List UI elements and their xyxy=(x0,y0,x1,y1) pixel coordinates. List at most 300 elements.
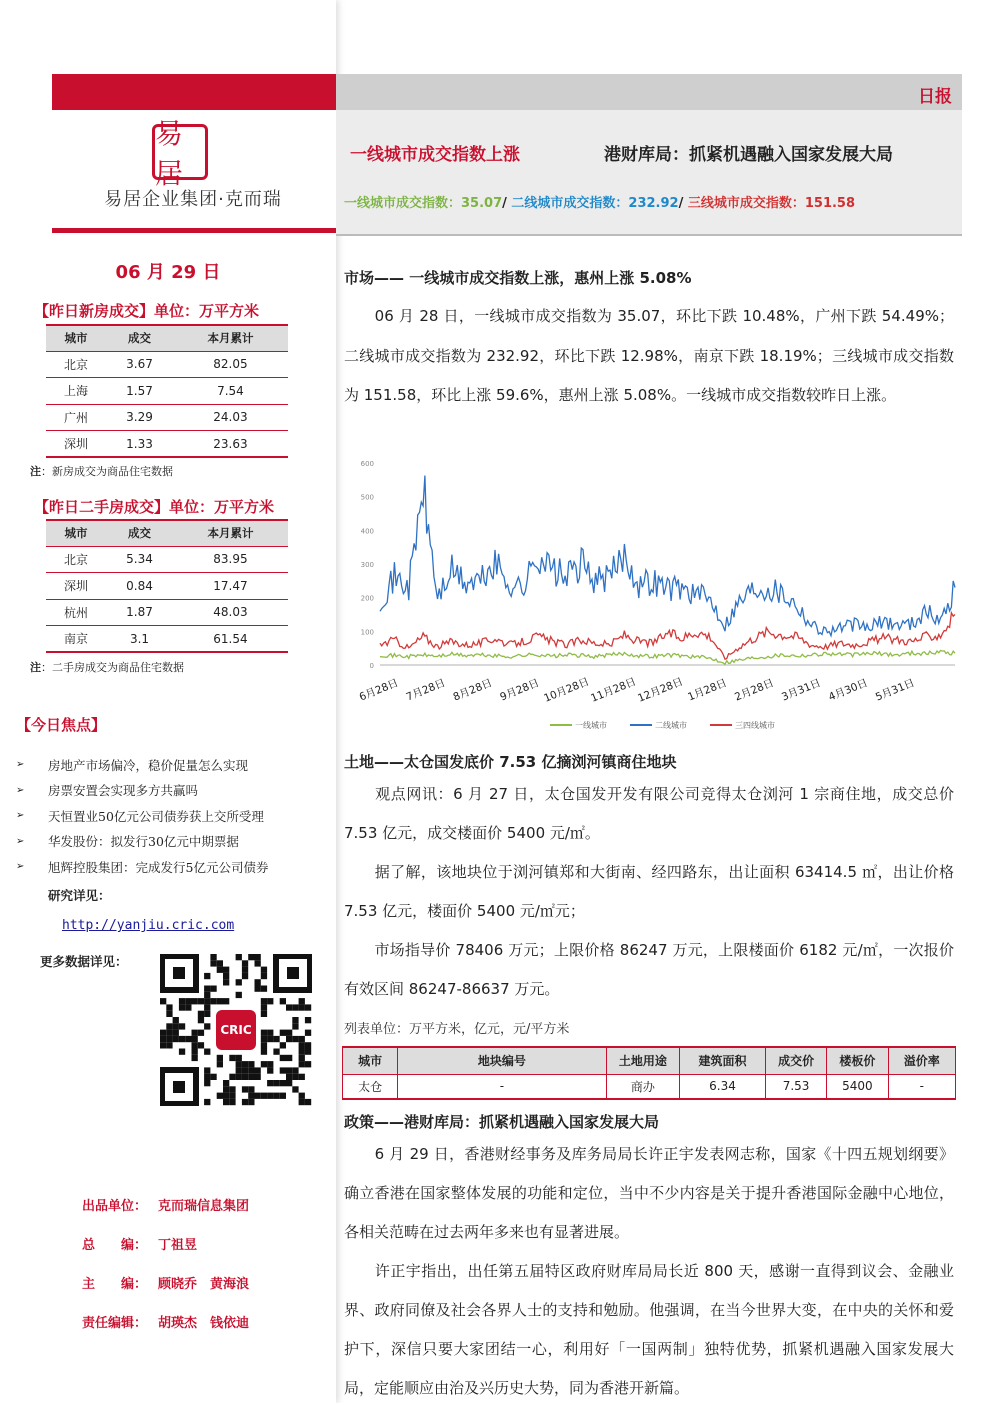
cell-total: 7.54 xyxy=(173,378,288,405)
qr-module xyxy=(280,1067,286,1073)
qr-module xyxy=(179,1023,185,1029)
red-header-band xyxy=(52,74,336,110)
credit-editor xyxy=(82,1273,249,1292)
focus-item-text: 房地产市场偏冷，稳价促量怎么实现 xyxy=(48,757,249,773)
qr-module xyxy=(273,1049,279,1055)
table-row xyxy=(46,404,288,431)
qr-module xyxy=(198,1017,204,1023)
cell-total: 48.03 xyxy=(173,599,288,626)
y-tick-label: 100 xyxy=(360,628,374,637)
cell-city: 南京 xyxy=(46,626,106,653)
qr-module xyxy=(229,1074,235,1080)
qr-module xyxy=(229,1055,235,1061)
col-header: 建筑面积 xyxy=(680,1047,766,1074)
qr-module xyxy=(185,998,191,1004)
note-label: 注 xyxy=(30,465,41,478)
qr-module xyxy=(255,1074,261,1080)
qr-module xyxy=(204,1080,210,1086)
qr-module xyxy=(299,1061,305,1067)
qr-module xyxy=(223,967,229,973)
qr-module xyxy=(242,967,248,973)
qr-module xyxy=(229,1086,235,1092)
cell-city: 北京 xyxy=(46,351,106,378)
cell-total: 61.54 xyxy=(173,626,288,653)
qr-module xyxy=(292,1086,298,1092)
qr-module xyxy=(204,1099,210,1105)
qr-module xyxy=(236,1074,242,1080)
qr-module xyxy=(217,960,223,966)
table-header-row xyxy=(343,1047,956,1074)
focus-item-text: 华发股份：拟发行30亿元中期票据 xyxy=(48,834,239,850)
qr-module xyxy=(192,1049,198,1055)
qr-module xyxy=(223,1080,229,1086)
right-header-band xyxy=(336,74,962,110)
cell-value: 1.87 xyxy=(106,599,173,626)
qr-module xyxy=(210,954,216,960)
qr-module xyxy=(299,1004,305,1010)
qr-module xyxy=(166,1042,172,1048)
legend-label: 一线城市 xyxy=(575,721,607,730)
qr-module xyxy=(204,1049,210,1055)
qr-module xyxy=(261,1036,267,1042)
focus-title: 【今日焦点】 xyxy=(16,716,107,734)
qr-module xyxy=(261,986,267,992)
qr-module xyxy=(286,1004,292,1010)
qr-module xyxy=(261,1004,267,1010)
qr-module xyxy=(261,967,267,973)
qr-module xyxy=(204,986,210,992)
cell-value: 0.84 xyxy=(106,573,173,600)
qr-module xyxy=(299,998,305,1004)
qr-module xyxy=(248,1067,254,1073)
credit-label: 出品单位： xyxy=(82,1199,148,1214)
x-tick-label: 10月28日 xyxy=(542,675,591,705)
qr-module xyxy=(292,1036,298,1042)
qr-module xyxy=(173,1036,179,1042)
focus-item[interactable] xyxy=(16,778,326,804)
qr-module xyxy=(242,1086,248,1092)
x-tick-label: 8月28日 xyxy=(451,676,495,704)
qr-module xyxy=(204,992,210,998)
second-hand-note xyxy=(30,659,184,675)
table-row xyxy=(46,546,288,573)
policy-paragraph-1: 6 月 29 日，香港财经事务及库务局局长许正宇发表网志称，国家《十四五规划纲要》确立香港在国家整体发展的功能和定位，当中不少内容是关于提升香港国际金融中心地位，各相关范畴在过去两年多来也有显著进展。 xyxy=(344,1145,954,1241)
qr-module xyxy=(261,998,267,1004)
qr-module xyxy=(229,1093,235,1099)
qr-module xyxy=(173,1030,179,1036)
second-hand-table xyxy=(46,519,288,653)
qr-module xyxy=(280,1055,286,1061)
cell-city: 广州 xyxy=(46,404,106,431)
qr-module xyxy=(192,1036,198,1042)
qr-module xyxy=(280,1080,286,1086)
qr-module xyxy=(217,967,223,973)
focus-item[interactable] xyxy=(16,854,326,880)
cell: 6.34 xyxy=(680,1074,766,1099)
cell: 太仓 xyxy=(343,1074,398,1099)
qr-module xyxy=(179,1049,185,1055)
col-header: 地块编号 xyxy=(398,1047,606,1074)
table-row xyxy=(46,378,288,405)
qr-module xyxy=(185,1004,191,1010)
qr-module xyxy=(166,1030,172,1036)
market-heading: 市场—— 一线城市成交指数上涨，惠州上涨 5.08% xyxy=(344,269,692,287)
col-header: 成交价 xyxy=(765,1047,826,1074)
qr-module xyxy=(261,1042,267,1048)
qr-module xyxy=(267,1080,273,1086)
y-tick-label: 0 xyxy=(369,662,374,670)
qr-module xyxy=(192,1055,198,1061)
qr-module xyxy=(299,1074,305,1080)
new-house-note xyxy=(30,463,173,479)
col-header: 城市 xyxy=(46,325,106,351)
report-type-label: 日报 xyxy=(918,87,952,107)
qr-module xyxy=(267,1067,273,1073)
qr-module xyxy=(210,998,216,1004)
separator: / xyxy=(502,196,512,211)
qr-module xyxy=(223,1093,229,1099)
qr-module xyxy=(299,1055,305,1061)
qr-module xyxy=(223,1099,229,1105)
research-label: 研究详见： xyxy=(48,888,111,903)
x-tick-label: 4月30日 xyxy=(826,676,870,704)
x-tick-label: 6月28日 xyxy=(357,676,401,704)
x-tick-label: 2月28日 xyxy=(733,676,776,704)
qr-module xyxy=(280,1093,286,1099)
qr-module xyxy=(286,1030,292,1036)
cell-value: 3.29 xyxy=(106,404,173,431)
qr-module xyxy=(261,1093,267,1099)
qr-module xyxy=(229,1099,235,1105)
table-row xyxy=(46,351,288,378)
table-row xyxy=(46,431,288,458)
qr-module xyxy=(248,1074,254,1080)
left-sidebar xyxy=(0,0,336,1403)
qr-module xyxy=(166,1004,172,1010)
legend-label: 三四线城市 xyxy=(735,721,775,730)
arrow-right-icon: ➢ xyxy=(16,861,25,873)
qr-module xyxy=(166,1036,172,1042)
qr-module xyxy=(223,1086,229,1092)
qr-module xyxy=(236,1067,242,1073)
arrow-right-icon: ➢ xyxy=(16,784,25,796)
new-house-title: 【昨日新房成交】单位：万平方米 xyxy=(34,302,260,320)
svg-text:CRIC: CRIC xyxy=(220,1023,252,1037)
qr-module xyxy=(261,1049,267,1055)
x-tick-label: 9月28日 xyxy=(498,676,541,704)
qr-module xyxy=(248,1086,254,1092)
qr-module xyxy=(210,986,216,992)
list-unit-note: 列表单位：万平方米，亿元，元/平方米 xyxy=(344,1022,570,1037)
land-heading: 土地——太仓国发底价 7.53 亿摘浏河镇商住地块 xyxy=(344,753,677,771)
note-text: ：二手房成交为商品住宅数据 xyxy=(41,661,184,674)
qr-module xyxy=(305,1049,311,1055)
market-paragraph: 06 月 28 日，一线城市成交指数为 35.07，环比下跌 10.48%，广州下跌 54.49%；二线城市成交指数为 232.92，环比下跌 12.98%，南京下跌 18.19%；三线城市成交指数为 151.58，环比上涨 59.6%，惠州上涨 5.08%。一线城市成交指数较昨日上涨。 xyxy=(344,307,954,404)
credit-responsible-editor xyxy=(82,1312,249,1331)
land-paragraph-3: 市场指导价 78406 万元；上限价格 86247 万元，上限楼面价 6182 元/㎡，一次报价有效区间 86247-86637 万元。 xyxy=(344,941,954,998)
separator: / xyxy=(678,196,688,211)
qr-module xyxy=(248,1093,254,1099)
y-tick-label: 300 xyxy=(360,561,374,569)
qr-module xyxy=(305,1042,311,1048)
qr-module xyxy=(223,979,229,985)
cell: - xyxy=(398,1074,606,1099)
qr-module xyxy=(242,973,248,979)
header-divider xyxy=(336,234,962,236)
qr-module xyxy=(261,1061,267,1067)
table-header-row xyxy=(46,520,288,546)
arrow-right-icon: ➢ xyxy=(16,810,25,822)
x-tick-label: 7月28日 xyxy=(404,676,448,704)
col-header: 土地用途 xyxy=(606,1047,680,1074)
col-header: 成交 xyxy=(106,325,173,351)
qr-module xyxy=(305,1017,311,1023)
qr-module xyxy=(280,1042,286,1048)
qr-module xyxy=(292,1004,298,1010)
qr-module xyxy=(236,954,242,960)
cell-city: 北京 xyxy=(46,546,106,573)
qr-module xyxy=(210,1074,216,1080)
table-row xyxy=(46,626,288,653)
qr-module xyxy=(255,979,261,985)
qr-module xyxy=(299,1093,305,1099)
y-tick-label: 200 xyxy=(360,594,374,603)
arrow-right-icon: ➢ xyxy=(16,759,25,771)
new-house-table xyxy=(46,324,288,458)
qr-module xyxy=(160,998,166,1004)
qr-module xyxy=(185,1036,191,1042)
legend-label: 二线城市 xyxy=(655,721,687,730)
research-link[interactable]: http://yanjiu.cric.com xyxy=(62,918,235,933)
qr-module xyxy=(179,998,185,1004)
qr-module xyxy=(267,1030,273,1036)
focus-list xyxy=(16,752,326,880)
col-header: 城市 xyxy=(46,520,106,546)
note-label: 注 xyxy=(30,661,41,674)
logo-divider xyxy=(52,228,336,233)
focus-item[interactable] xyxy=(16,803,326,829)
qr-module xyxy=(198,998,204,1004)
cell-value: 1.57 xyxy=(106,378,173,405)
qr-module xyxy=(255,960,261,966)
qr-module xyxy=(242,1099,248,1105)
qr-module xyxy=(305,1030,311,1036)
qr-module xyxy=(273,1093,279,1099)
col-header: 本月累计 xyxy=(173,325,288,351)
qr-module xyxy=(173,1017,179,1023)
cell: 商办 xyxy=(606,1074,680,1099)
note-text: ：新房成交为商品住宅数据 xyxy=(41,465,173,478)
cell: 7.53 xyxy=(765,1074,826,1099)
qr-module xyxy=(204,1004,210,1010)
credit-value: 克而瑞信息集团 xyxy=(158,1199,250,1214)
table-header-row xyxy=(46,325,288,351)
credit-publisher xyxy=(82,1195,249,1214)
qr-module xyxy=(299,1049,305,1055)
qr-code-icon[interactable] xyxy=(160,954,312,1106)
qr-module xyxy=(173,1023,179,1029)
qr-module xyxy=(305,1061,311,1067)
index-summary xyxy=(344,192,855,211)
cell-value: 3.1 xyxy=(106,626,173,653)
qr-module xyxy=(261,973,267,979)
cell-total: 17.47 xyxy=(173,573,288,600)
series-line xyxy=(380,613,955,659)
col-header: 楼板价 xyxy=(827,1047,888,1074)
qr-module xyxy=(292,1023,298,1029)
qr-module xyxy=(166,1023,172,1029)
qr-module xyxy=(204,1074,210,1080)
focus-item[interactable] xyxy=(16,752,326,778)
focus-item-text: 天恒置业50亿元公司债券获上交所受理 xyxy=(48,808,264,824)
credit-value: 顾晓乔 黄海浪 xyxy=(158,1277,250,1292)
cell-total: 24.03 xyxy=(173,404,288,431)
headline-policy: 港财库局：抓紧机遇融入国家发展大局 xyxy=(604,145,893,165)
qr-module xyxy=(160,1030,166,1036)
qr-module xyxy=(267,1061,273,1067)
qr-module xyxy=(160,1036,166,1042)
qr-module xyxy=(204,973,210,979)
qr-module xyxy=(248,1061,254,1067)
col-header: 本月累计 xyxy=(173,520,288,546)
qr-module xyxy=(299,1036,305,1042)
focus-item-text: 旭辉控股集团：完成发行5亿元公司债券 xyxy=(48,859,269,875)
qr-module xyxy=(255,1067,261,1073)
qr-module xyxy=(273,1036,279,1042)
series-line xyxy=(380,650,955,664)
tier1-index: 一线城市成交指数：35.07 xyxy=(344,196,503,211)
qr-module xyxy=(192,1042,198,1048)
table-row xyxy=(46,599,288,626)
x-tick-label: 12月28日 xyxy=(636,675,685,705)
credit-label: 主 编： xyxy=(82,1277,148,1292)
x-tick-label: 11月28日 xyxy=(589,675,638,705)
qr-module xyxy=(286,1080,292,1086)
cell-value: 5.34 xyxy=(106,546,173,573)
x-tick-label: 1月28日 xyxy=(686,676,729,704)
qr-module xyxy=(286,1067,292,1073)
qr-module xyxy=(267,1036,273,1042)
cell-city: 上海 xyxy=(46,378,106,405)
qr-module xyxy=(292,1074,298,1080)
qr-module xyxy=(242,1067,248,1073)
qr-module xyxy=(261,1011,267,1017)
second-hand-title: 【昨日二手房成交】单位：万平方米 xyxy=(34,498,275,516)
x-tick-label: 5月31日 xyxy=(873,676,917,704)
qr-module xyxy=(217,1055,223,1061)
cell: 5400 xyxy=(827,1074,888,1099)
headline-market: 一线城市成交指数上涨 xyxy=(350,145,520,165)
credit-label: 责任编辑： xyxy=(82,1316,148,1331)
qr-module xyxy=(292,1067,298,1073)
col-header: 成交 xyxy=(106,520,173,546)
focus-item-text: 房票安置会实现多方共赢吗 xyxy=(48,783,199,799)
qr-module xyxy=(192,1030,198,1036)
qr-module xyxy=(236,1055,242,1061)
qr-module xyxy=(255,1093,261,1099)
qr-module xyxy=(179,1036,185,1042)
qr-module xyxy=(236,979,242,985)
qr-module xyxy=(204,998,210,1004)
qr-module xyxy=(179,1004,185,1010)
land-paragraph-2: 据了解，该地块位于浏河镇郑和大街南、经四路东，出让面积 63414.5 ㎡，出让价格 7.53 亿元，楼面价 5400 元/㎡元； xyxy=(344,863,954,920)
cell-total: 23.63 xyxy=(173,431,288,458)
tier2-index: 二线城市成交指数：232.92 xyxy=(511,196,679,211)
credit-chief-editor xyxy=(82,1234,197,1253)
headline-area xyxy=(336,110,962,234)
land-table xyxy=(342,1046,956,1100)
arrow-right-icon: ➢ xyxy=(16,835,25,847)
qr-module xyxy=(204,1067,210,1073)
qr-module xyxy=(305,1099,311,1105)
policy-heading: 政策——港财库局：抓紧机遇融入国家发展大局 xyxy=(344,1113,660,1131)
qr-module xyxy=(217,1061,223,1067)
tier3-index: 三线城市成交指数：151.58 xyxy=(687,196,856,211)
table-row xyxy=(46,573,288,600)
credit-value: 丁祖昱 xyxy=(158,1238,198,1253)
qr-module xyxy=(280,1030,286,1036)
qr-module xyxy=(242,960,248,966)
logo-seal-icon: 易居 xyxy=(152,124,208,180)
qr-module xyxy=(299,1099,305,1105)
qr-module xyxy=(255,986,261,992)
qr-module xyxy=(248,954,254,960)
report-date: 06 月 29 日 xyxy=(115,262,221,283)
more-data-label: 更多数据详见： xyxy=(40,954,128,969)
qr-module xyxy=(204,1011,210,1017)
series-line xyxy=(380,476,955,636)
qr-module xyxy=(160,1042,166,1048)
cell-total: 82.05 xyxy=(173,351,288,378)
qr-module xyxy=(292,1017,298,1023)
y-tick-label: 500 xyxy=(360,493,374,502)
qr-module xyxy=(242,1061,248,1067)
qr-module xyxy=(223,998,229,1004)
col-header: 城市 xyxy=(343,1047,398,1074)
land-paragraph-1: 观点网讯：6 月 27 日，太仓国发开发有限公司竞得太仓浏河 1 宗商住地，成交总价 7.53 亿元，成交楼面价 5400 元/㎡。 xyxy=(344,785,954,842)
qr-module xyxy=(286,1036,292,1042)
qr-module xyxy=(198,1030,204,1036)
qr-module xyxy=(248,1099,254,1105)
qr-module xyxy=(255,954,261,960)
qr-module xyxy=(192,998,198,1004)
cell-city: 深圳 xyxy=(46,573,106,600)
policy-paragraph-2: 许正宇指出，出任第五届特区政府财库局局长近 800 天，感谢一直得到议会、金融业界、政府同僚及社会各界人士的支持和勉励。他强调，在当今世界大变，在中央的关怀和爱护下，深信只要大家团结一心，利用好「一国两制」独特优势，抓紧机遇融入国家发展大局，定能顺应由治及兴历史大势，同为香港开新篇。 xyxy=(344,1262,954,1397)
cell-value: 3.67 xyxy=(106,351,173,378)
x-tick-label: 3月31日 xyxy=(779,676,823,704)
brand-logo-text: 易居企业集团·克而瑞 xyxy=(104,189,282,210)
qr-module xyxy=(299,1042,305,1048)
qr-module xyxy=(198,1042,204,1048)
y-tick-label: 600 xyxy=(360,460,374,468)
qr-module xyxy=(236,992,242,998)
y-tick-label: 400 xyxy=(360,527,374,536)
qr-module xyxy=(286,1055,292,1061)
qr-module xyxy=(280,998,286,1004)
qr-module xyxy=(305,1004,311,1010)
qr-module xyxy=(267,998,273,1004)
qr-module xyxy=(286,1074,292,1080)
qr-module xyxy=(267,1093,273,1099)
col-header: 溢价率 xyxy=(888,1047,955,1074)
qr-module xyxy=(217,1093,223,1099)
cell-city: 杭州 xyxy=(46,599,106,626)
focus-item[interactable] xyxy=(16,829,326,855)
qr-module xyxy=(198,1011,204,1017)
credit-label: 总 编： xyxy=(82,1238,148,1253)
credit-value: 胡瑛杰 钱依迪 xyxy=(158,1316,250,1331)
cell-value: 1.33 xyxy=(106,431,173,458)
